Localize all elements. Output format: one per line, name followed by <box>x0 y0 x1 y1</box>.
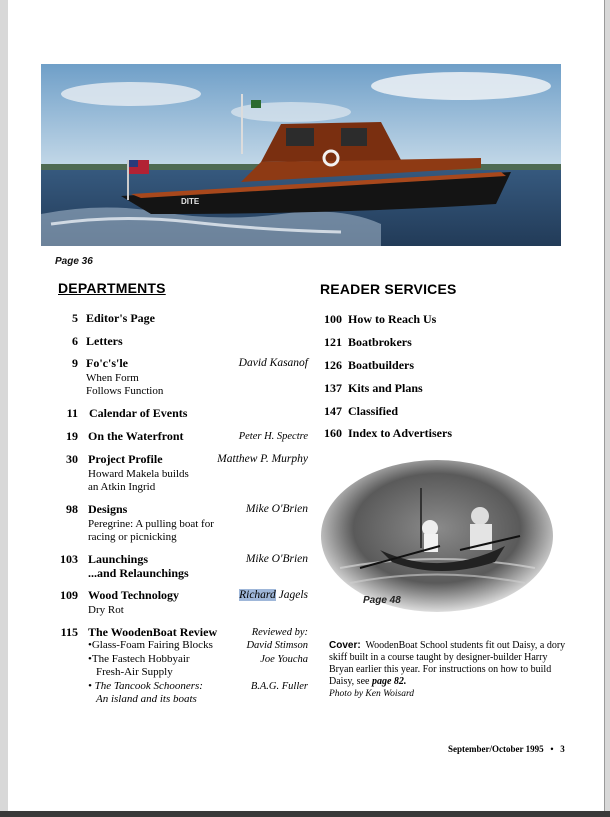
cover-page-ref[interactable]: page 82. <box>371 676 407 687</box>
dept-title: Editor's Page <box>86 311 155 325</box>
dept-author: Matthew P. Murphy <box>217 453 308 465</box>
rs-num: 121 <box>324 335 342 349</box>
dept-num: 98 <box>66 502 78 516</box>
dept-subtitle: When Form <box>86 372 139 384</box>
photo-caption: Page 36 <box>55 256 93 267</box>
dept-title: Launchings <box>88 552 149 566</box>
sketch-caption: Page 48 <box>363 595 401 606</box>
page-number: 3 <box>560 744 565 754</box>
review-author: David Stimson <box>246 640 308 651</box>
cover-label: Cover: <box>329 640 361 651</box>
dept-num: 11 <box>66 406 78 420</box>
dept-author: David Kasanof <box>238 357 308 369</box>
dept-subtitle: Follows Function <box>86 385 164 397</box>
dept-author: Mike O'Brien <box>245 503 308 515</box>
review-item: •Glass-Foam Fairing Blocks <box>88 639 213 651</box>
dept-subtitle: racing or picnicking <box>88 531 177 543</box>
dept-subtitle: Dry Rot <box>88 604 124 616</box>
magazine-page <box>8 0 605 811</box>
dept-num: 6 <box>72 334 78 348</box>
dept-title: Fo'c's'le <box>86 356 128 370</box>
dept-author: Mike O'Brien <box>245 553 308 565</box>
rs-title: How to Reach Us <box>348 312 437 326</box>
review-item: • The Tancook Schooners: <box>88 680 203 692</box>
footer-bullet: • <box>550 744 554 754</box>
selected-text-highlight[interactable]: Richard <box>239 589 276 601</box>
rs-title: Boatbrokers <box>348 335 412 349</box>
dept-num: 5 <box>72 311 78 325</box>
rs-title: Boatbuilders <box>348 358 415 372</box>
rs-num: 147 <box>324 404 342 418</box>
dept-title: The WoodenBoat Review <box>88 625 218 639</box>
dept-subtitle: an Atkin Ingrid <box>88 481 156 493</box>
dept-subtitle: Peregrine: A pulling boat for <box>88 518 214 530</box>
dept-author-rest: Jagels <box>275 589 308 601</box>
review-item-line2: An island and its boats <box>96 693 197 705</box>
dept-num: 115 <box>60 625 78 639</box>
boat-photo <box>41 64 561 246</box>
dept-subtitle: Howard Makela builds <box>88 468 189 480</box>
rs-item-kits-and-plans[interactable] <box>324 381 423 396</box>
rs-num: 137 <box>324 381 342 395</box>
review-author: Joe Youcha <box>260 654 308 665</box>
rs-title: Kits and Plans <box>348 381 423 395</box>
rs-title: Index to Advertisers <box>348 426 452 440</box>
rs-num: 126 <box>324 358 342 372</box>
rs-item-boatbuilders[interactable] <box>324 358 414 373</box>
reader-services-heading: READER SERVICES <box>320 281 457 297</box>
departments-heading: DEPARTMENTS <box>58 280 166 296</box>
reviewed-by-label: Reviewed by: <box>251 627 308 638</box>
dept-num: 9 <box>72 356 78 370</box>
rs-item-classified[interactable] <box>324 404 398 419</box>
skiff-sketch <box>320 458 555 616</box>
dept-author: Peter H. Spectre <box>238 431 308 442</box>
review-author: B.A.G. Fuller <box>250 681 308 692</box>
review-item-line2: Fresh-Air Supply <box>96 666 173 678</box>
dept-title: Wood Technology <box>88 588 180 602</box>
boat-name-text: DITE <box>181 197 200 206</box>
viewer-bottom-edge <box>0 811 610 817</box>
dept-title: Calendar of Events <box>89 406 188 420</box>
rs-item-boatbrokers[interactable] <box>324 335 412 350</box>
rs-title: Classified <box>348 404 399 418</box>
cover-note <box>329 640 569 688</box>
rs-num: 160 <box>324 426 342 440</box>
cover-text: WoodenBoat School students fit out Daisy, a dory skiff built in a course taught by designer-builder Harry Bryan earlier this year. For instructions on how to build Daisy, see <box>329 640 566 687</box>
dept-num: 109 <box>60 588 78 602</box>
photo-credit: Photo by Ken Woisard <box>329 689 415 699</box>
dept-num: 30 <box>66 452 78 466</box>
rs-num: 100 <box>324 312 342 326</box>
review-item: •The Fastech Hobbyair <box>88 653 190 665</box>
dept-author <box>239 589 308 602</box>
dept-title: Letters <box>86 334 123 348</box>
dept-num: 103 <box>60 552 78 566</box>
page-footer <box>448 744 565 754</box>
dept-title: On the Waterfront <box>88 429 184 443</box>
dept-num: 19 <box>66 429 78 443</box>
dept-title: Designs <box>88 502 128 516</box>
issue-date: September/October 1995 <box>448 744 544 754</box>
rs-item-index-to-advertisers[interactable] <box>324 426 452 441</box>
dept-title: Project Profile <box>88 452 163 466</box>
dept-title-line2: ...and Relaunchings <box>88 566 189 580</box>
rs-item-how-to-reach-us[interactable] <box>324 312 436 327</box>
